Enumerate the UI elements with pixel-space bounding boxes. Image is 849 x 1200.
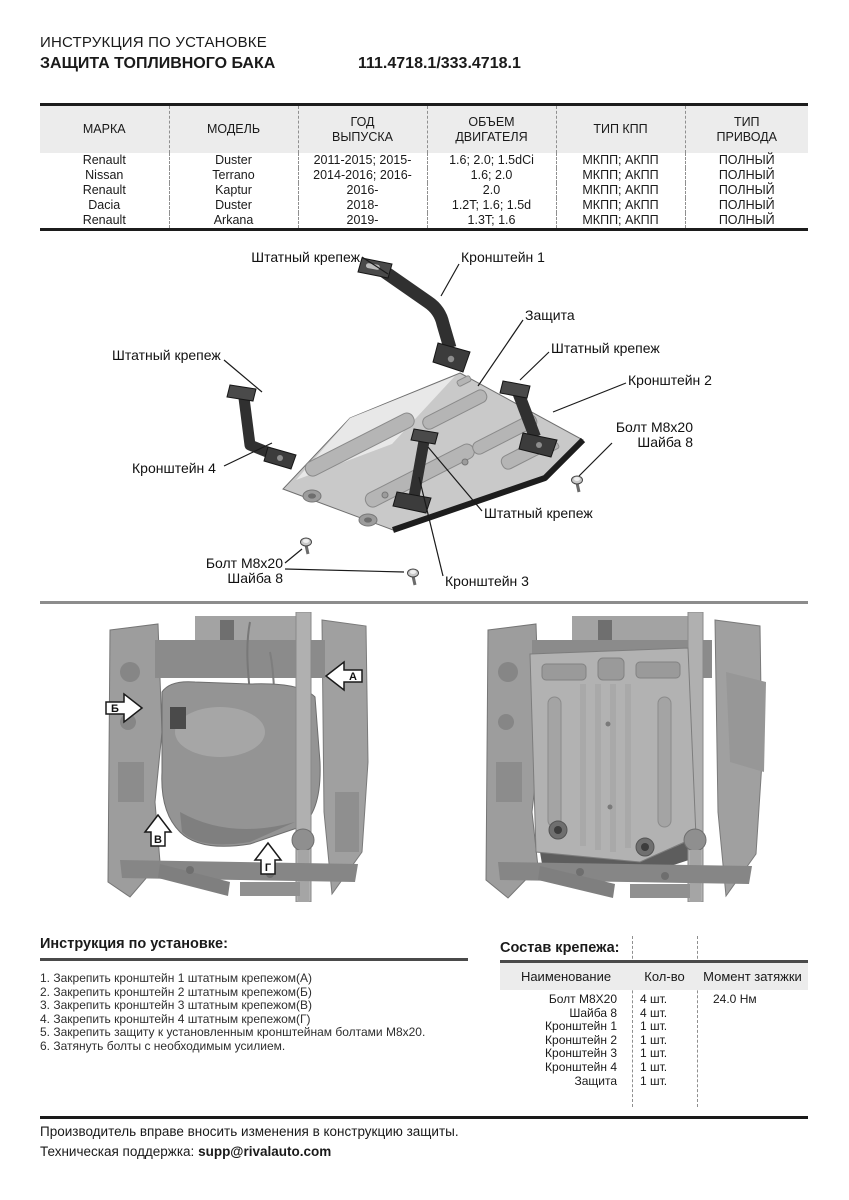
- marker-letter-g: Г: [264, 862, 272, 874]
- fitment-header-row: [40, 105, 808, 154]
- hw-name: Кронштейн 4: [545, 1059, 617, 1074]
- cell-engine: 1.6; 2.0; 1.5dCi: [427, 153, 556, 168]
- hardware-row: [500, 993, 808, 1007]
- install-step: 2. Закрепить кронштейн 2 штатным крепежом(Б): [40, 984, 312, 999]
- photo-right-drawing: [480, 612, 772, 902]
- hardware-row: [500, 1034, 808, 1048]
- cell-drive: ПОЛНЫЙ: [685, 183, 808, 198]
- support-email: supp@rivalauto.com: [198, 1144, 332, 1159]
- hw-qty: 1 шт.: [640, 1073, 668, 1088]
- part-numbers: 111.4718.1/333.4718.1: [358, 55, 521, 72]
- install-steps: [40, 972, 470, 1053]
- table-row: [40, 198, 808, 213]
- cell-gearbox: МКПП; АКПП: [556, 198, 685, 213]
- header-label: МОДЕЛЬ: [206, 122, 261, 136]
- product-line: [40, 55, 808, 75]
- table-row: [40, 168, 808, 183]
- install-step: 4. Закрепить кронштейн 4 штатным крепежом(Г): [40, 1011, 311, 1026]
- hw-name: Защита: [574, 1073, 617, 1088]
- diagram-drawing: [0, 240, 849, 601]
- cell-drive: ПОЛНЫЙ: [685, 198, 808, 213]
- header-label: ГОД: [350, 114, 375, 129]
- callout-factory-mount-bottom: Штатный крепеж: [484, 505, 593, 521]
- header-label: ВЫПУСКА: [332, 129, 393, 144]
- fitment-header-cell: [298, 105, 427, 154]
- photos-separator: [40, 601, 808, 604]
- product-title: ЗАЩИТА ТОПЛИВНОГО БАКА: [40, 55, 276, 72]
- callout-bracket-3: Кронштейн 3: [445, 573, 529, 589]
- cell-model: Duster: [169, 153, 298, 168]
- callout-bracket-1: Кронштейн 1: [461, 249, 545, 265]
- hardware-col-name: Наименование: [520, 969, 612, 984]
- hw-name: Болт М8Х20: [548, 992, 617, 1006]
- hw-qty: 1 шт.: [640, 1046, 668, 1061]
- callout-factory-mount-right: Штатный крепеж: [551, 340, 660, 356]
- cell-drive: ПОЛНЫЙ: [685, 153, 808, 168]
- hardware-col-qty: Кол-во: [644, 969, 685, 984]
- cell-brand: Dacia: [88, 198, 121, 212]
- install-heading: Инструкция по установке:: [40, 936, 228, 952]
- hw-qty: 4 шт.: [640, 992, 668, 1006]
- cell-gearbox: МКПП; АКПП: [556, 183, 685, 198]
- cell-model: Duster: [169, 198, 298, 213]
- cell-brand: Renault: [82, 153, 126, 167]
- callout-bolt-left: [183, 556, 283, 587]
- hw-torque: 24.0 Нм: [713, 992, 757, 1006]
- header-label: ТИП КПП: [593, 122, 648, 136]
- cell-gearbox: МКПП; АКПП: [556, 168, 685, 183]
- cell-years: 2016-: [298, 183, 427, 198]
- cell-gearbox: МКПП; АКПП: [556, 153, 685, 168]
- hw-qty: 1 шт.: [640, 1019, 668, 1034]
- photo-left: [100, 612, 378, 902]
- doc-header: [40, 34, 808, 75]
- fitment-header-cell: [40, 105, 169, 154]
- doc-type: ИНСТРУКЦИЯ ПО УСТАНОВКЕ: [40, 34, 267, 51]
- header-label: МАРКА: [82, 122, 126, 136]
- hardware-row: [500, 1047, 808, 1061]
- install-step: 6. Затянуть болты с необходимым усилием.: [40, 1038, 286, 1053]
- cell-years: 2011-2015; 2015-: [298, 153, 427, 168]
- cell-engine: 1.3T; 1.6: [427, 213, 556, 230]
- cell-drive: ПОЛНЫЙ: [685, 168, 808, 183]
- bolt-label: Болт М8х20: [615, 419, 693, 435]
- fitment-header-cell: [685, 105, 808, 154]
- hardware-rows: [500, 993, 808, 1088]
- cell-model: Kaptur: [169, 183, 298, 198]
- marker-letter-b: Б: [111, 703, 119, 715]
- support-label: Техническая поддержка:: [40, 1144, 195, 1159]
- fitment-table: [40, 103, 808, 231]
- cell-model: Arkana: [169, 213, 298, 230]
- bolt-icon: [408, 569, 419, 585]
- hw-name: Кронштейн 3: [545, 1046, 617, 1061]
- photo-right: [480, 612, 772, 902]
- hw-qty: 1 шт.: [640, 1059, 668, 1074]
- hardware-row: [500, 1007, 808, 1021]
- hw-qty: 4 шт.: [640, 1005, 668, 1020]
- callout-bracket-4: Кронштейн 4: [132, 460, 216, 476]
- bolt-label: Болт М8х20: [205, 555, 283, 571]
- callout-bolt-right: [593, 420, 693, 451]
- footer-rule: [40, 1116, 808, 1119]
- header-label: ТИП: [733, 114, 760, 129]
- cell-brand: Nissan: [85, 168, 124, 182]
- cell-engine: 1.2T; 1.6; 1.5d: [427, 198, 556, 213]
- callout-bracket-2: Кронштейн 2: [628, 372, 712, 388]
- cell-years: 2019-: [298, 213, 427, 230]
- table-row: [40, 213, 808, 230]
- hw-qty: 1 шт.: [640, 1032, 668, 1047]
- exploded-diagram: [0, 240, 849, 601]
- cell-years: 2018-: [298, 198, 427, 213]
- install-rule: [40, 958, 468, 961]
- header-label: ДВИГАТЕЛЯ: [455, 129, 528, 144]
- fitment-header-cell: [427, 105, 556, 154]
- fitment-header-cell: [556, 105, 685, 154]
- fitment-header-cell: [169, 105, 298, 154]
- table-row: [40, 183, 808, 198]
- hardware-col-torque: Момент затяжки: [703, 969, 802, 984]
- cell-gearbox: МКПП; АКПП: [556, 213, 685, 230]
- photo-left-drawing: [100, 612, 378, 902]
- bolt-icon: [572, 476, 583, 492]
- cell-engine: 1.6; 2.0: [427, 168, 556, 183]
- cell-brand: Renault: [82, 213, 126, 227]
- hw-name: Кронштейн 1: [545, 1019, 617, 1034]
- hardware-row: [500, 1061, 808, 1075]
- cell-engine: 2.0: [427, 183, 556, 198]
- cell-model: Terrano: [169, 168, 298, 183]
- callout-guard: Защита: [525, 307, 575, 323]
- hw-name: Кронштейн 2: [545, 1032, 617, 1047]
- cell-brand: Renault: [82, 183, 126, 197]
- installed-guard: [530, 648, 696, 862]
- bracket-4: [227, 385, 296, 469]
- marker-letter-a: А: [349, 671, 357, 683]
- footer-notice: Производитель вправе вносить изменения в конструкцию защиты.: [40, 1124, 459, 1139]
- hardware-row: [500, 1020, 808, 1034]
- bolt-icon: [301, 538, 312, 554]
- marker-letter-v: В: [154, 834, 162, 846]
- callout-factory-mount-left: Штатный крепеж: [112, 347, 221, 363]
- footer-support: [40, 1144, 331, 1159]
- hardware-section: [500, 936, 808, 1111]
- table-row: [40, 153, 808, 168]
- hardware-heading: Состав крепежа:: [500, 940, 620, 956]
- header-label: ОБЪЕМ: [468, 114, 515, 129]
- hardware-row: [500, 1075, 808, 1089]
- cell-years: 2014-2016; 2016-: [298, 168, 427, 183]
- header-label: ПРИВОДА: [716, 129, 777, 144]
- install-section: [40, 936, 470, 1053]
- washer-label: Шайба 8: [637, 434, 693, 451]
- install-step: 3. Закрепить кронштейн 3 штатным крепежом(В): [40, 998, 313, 1012]
- washer-label: Шайба 8: [227, 570, 283, 587]
- cell-drive: ПОЛНЫЙ: [685, 213, 808, 230]
- install-step: 1. Закрепить кронштейн 1 штатным крепежом(А): [40, 971, 313, 985]
- hw-name: Шайба 8: [569, 1005, 617, 1020]
- hardware-header-row: [500, 963, 808, 990]
- install-step: 5. Закрепить защиту к установленным кронштейнам болтами М8х20.: [40, 1025, 426, 1039]
- callout-factory-mount-top: Штатный крепеж: [251, 249, 360, 265]
